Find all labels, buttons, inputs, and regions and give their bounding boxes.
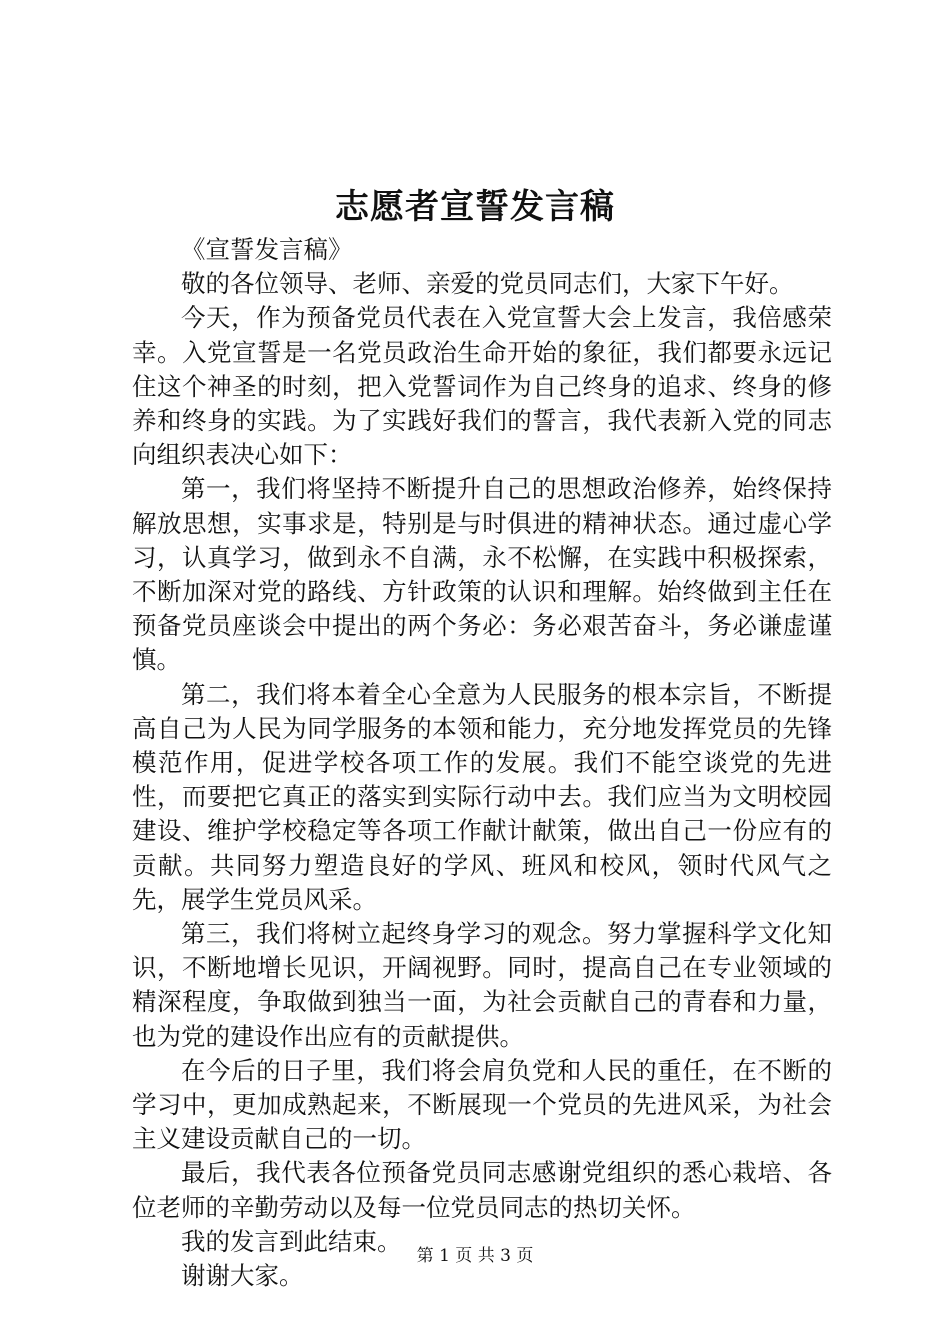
page-footer: 第 1 页 共 3 页 xyxy=(416,1246,534,1266)
paragraph-ending: 我的发言到此结束。 xyxy=(181,1226,402,1256)
paragraph-thanks-org: 最后，我代表各位预备党员同志感谢党组织的悉心栽培、各位老师的辛勤劳动以及每一位党员同志的热切关怀。 xyxy=(132,1158,832,1222)
paragraph-intro: 今天，作为预备党员代表在入党宣誓大会上发言，我倍感荣幸。入党宣誓是一名党员政治生命开始的象征，我们都要永远记住这个神圣的时刻，把入党誓词作为自己终身的追求、终身的修养和终身的实践。为了实践好我们的誓言，我代表新入党的同志向组织表决心如下： xyxy=(132,303,832,470)
paragraph-future: 在今后的日子里，我们将会肩负党和人民的重任，在不断的学习中，更加成熟起来，不断展现一个党员的先进风采，为社会主义建设贡献自己的一切。 xyxy=(132,1055,832,1154)
paragraph-heading: 《宣誓发言稿》 xyxy=(181,235,353,264)
paragraph-second: 第二，我们将本着全心全意为人民服务的根本宗旨，不断提高自己为人民为同学服务的本领和能力，充分地发挥党员的先锋模范作用，促进学校各项工作的发展。我们不能空谈党的先进性，而要把它真正的落实到实际行动中去。我们应当为文明校园建设、维护学校稳定等各项工作献计献策，做出自己一份应有的贡献。共同努力塑造良好的学风、班风和校风，领时代风气之先，展学生党员风采。 xyxy=(132,679,832,914)
document-body xyxy=(132,233,832,1293)
paragraph-greeting: 敬的各位领导、老师、亲爱的党员同志们，大家下午好。 xyxy=(181,269,794,299)
document-title: 志愿者宣誓发言稿 xyxy=(335,187,615,227)
paragraph-thank-you: 谢谢大家。 xyxy=(181,1261,304,1291)
paragraph-first: 第一，我们将坚持不断提升自己的思想政治修养，始终保持解放思想，实事求是，特别是与时俱进的精神状态。通过虚心学习，认真学习，做到永不自满，永不松懈，在实践中积极探索，不断加深对党的路线、方针政策的认识和理解。始终做到主任在预备党员座谈会中提出的两个务必：务必艰苦奋斗，务必谦虚谨慎。 xyxy=(132,474,832,675)
paragraph-third: 第三，我们将树立起终身学习的观念。努力掌握科学文化知识，不断地增长见识，开阔视野。同时，提高自己在专业领域的精深程度，争取做到独当一面，为社会贡献自己的青春和力量，也为党的建设作出应有的贡献提供。 xyxy=(132,919,832,1051)
